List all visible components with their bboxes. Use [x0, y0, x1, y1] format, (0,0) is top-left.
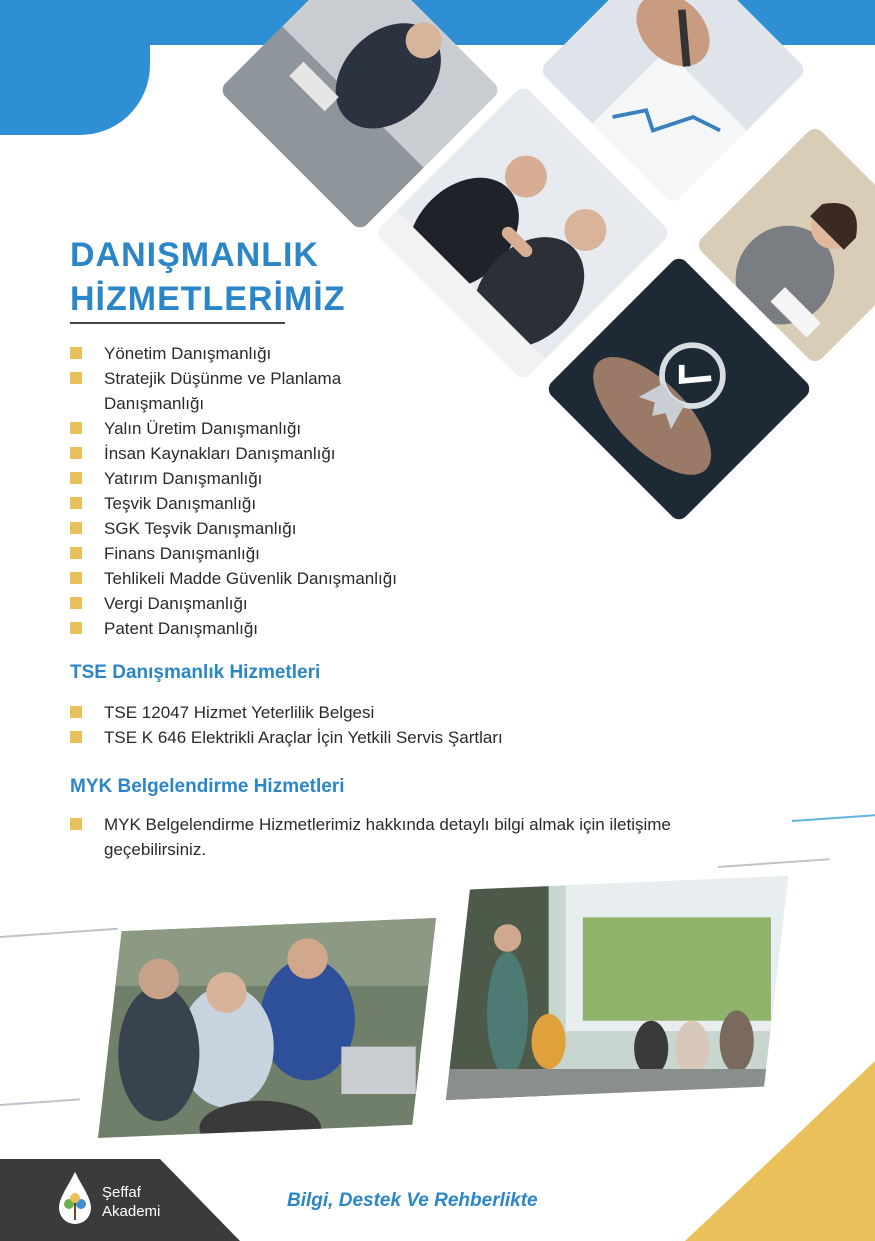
list-item-label: Patent Danışmanlığı: [104, 619, 259, 638]
square-bullet-icon: [70, 706, 82, 718]
myk-heading: MYK Belgelendirme Hizmetleri: [70, 776, 345, 797]
square-bullet-icon: [70, 597, 82, 609]
logo-wordmark: [102, 1183, 160, 1221]
square-bullet-icon: [70, 731, 82, 743]
page-title: [70, 233, 400, 321]
myk-list: [70, 812, 730, 862]
divider-line: [718, 858, 830, 868]
photo-group-discussion: [446, 876, 788, 1100]
square-bullet-icon: [70, 818, 82, 830]
title-line-1: DANIŞMANLIK: [70, 236, 319, 274]
list-item: [70, 516, 510, 541]
list-item: [70, 812, 730, 862]
square-bullet-icon: [70, 572, 82, 584]
list-item: [70, 700, 670, 725]
list-item-label: Tehlikeli Madde Güvenlik Danışmanlığı: [104, 569, 397, 588]
list-item-label: MYK Belgelendirme Hizmetlerimiz hakkında detaylı bilgi almak için iletişime geçebilirsiniz.: [104, 815, 671, 859]
divider-line: [0, 1098, 80, 1106]
list-item: [70, 591, 510, 616]
list-item-label: TSE 12047 Hizmet Yeterlilik Belgesi: [104, 703, 375, 722]
square-bullet-icon: [70, 547, 82, 559]
logo-drop-icon: [55, 1170, 95, 1228]
list-item: [70, 725, 670, 750]
square-bullet-icon: [70, 447, 82, 459]
list-item-label: Vergi Danışmanlığı: [104, 594, 248, 613]
list-item-label: Yönetim Danışmanlığı: [104, 344, 272, 363]
tse-list: [70, 700, 670, 750]
square-bullet-icon: [70, 347, 82, 359]
list-item: [70, 566, 510, 591]
list-item: [70, 366, 510, 416]
title-line-2: HİZMETLERİMİZ: [70, 280, 346, 318]
list-item: [70, 491, 510, 516]
list-item-label: İnsan Kaynakları Danışmanlığı: [104, 444, 336, 463]
tagline: Bilgi, Destek Ve Rehberlikte: [287, 1190, 538, 1211]
divider-line: [0, 928, 118, 938]
list-item: [70, 441, 510, 466]
list-item: [70, 616, 510, 641]
list-item: [70, 541, 510, 566]
list-item-label: Stratejik Düşünme ve Planlama Danışmanlığı: [104, 369, 342, 413]
title-underline: [70, 322, 285, 324]
list-item: [70, 341, 510, 366]
list-item-label: Yatırım Danışmanlığı: [104, 469, 263, 488]
square-bullet-icon: [70, 497, 82, 509]
photo-team-laptop: [98, 918, 436, 1138]
square-bullet-icon: [70, 372, 82, 384]
list-item-label: Finans Danışmanlığı: [104, 544, 260, 563]
list-item: [70, 416, 510, 441]
list-item-label: Teşvik Danışmanlığı: [104, 494, 257, 513]
services-list: [70, 341, 510, 641]
list-item-label: Yalın Üretim Danışmanlığı: [104, 419, 302, 438]
square-bullet-icon: [70, 422, 82, 434]
logo-line-2: Akademi: [102, 1203, 161, 1220]
logo-line-1: Şeffaf: [102, 1184, 141, 1201]
square-bullet-icon: [70, 522, 82, 534]
square-bullet-icon: [70, 472, 82, 484]
list-item-label: SGK Teşvik Danışmanlığı: [104, 519, 297, 538]
list-item: [70, 466, 510, 491]
divider-line: [792, 814, 875, 822]
tse-heading: TSE Danışmanlık Hizmetleri: [70, 662, 321, 683]
top-left-blue-curve: [0, 0, 150, 135]
list-item-label: TSE K 646 Elektrikli Araçlar İçin Yetkili Servis Şartları: [104, 728, 503, 747]
square-bullet-icon: [70, 622, 82, 634]
